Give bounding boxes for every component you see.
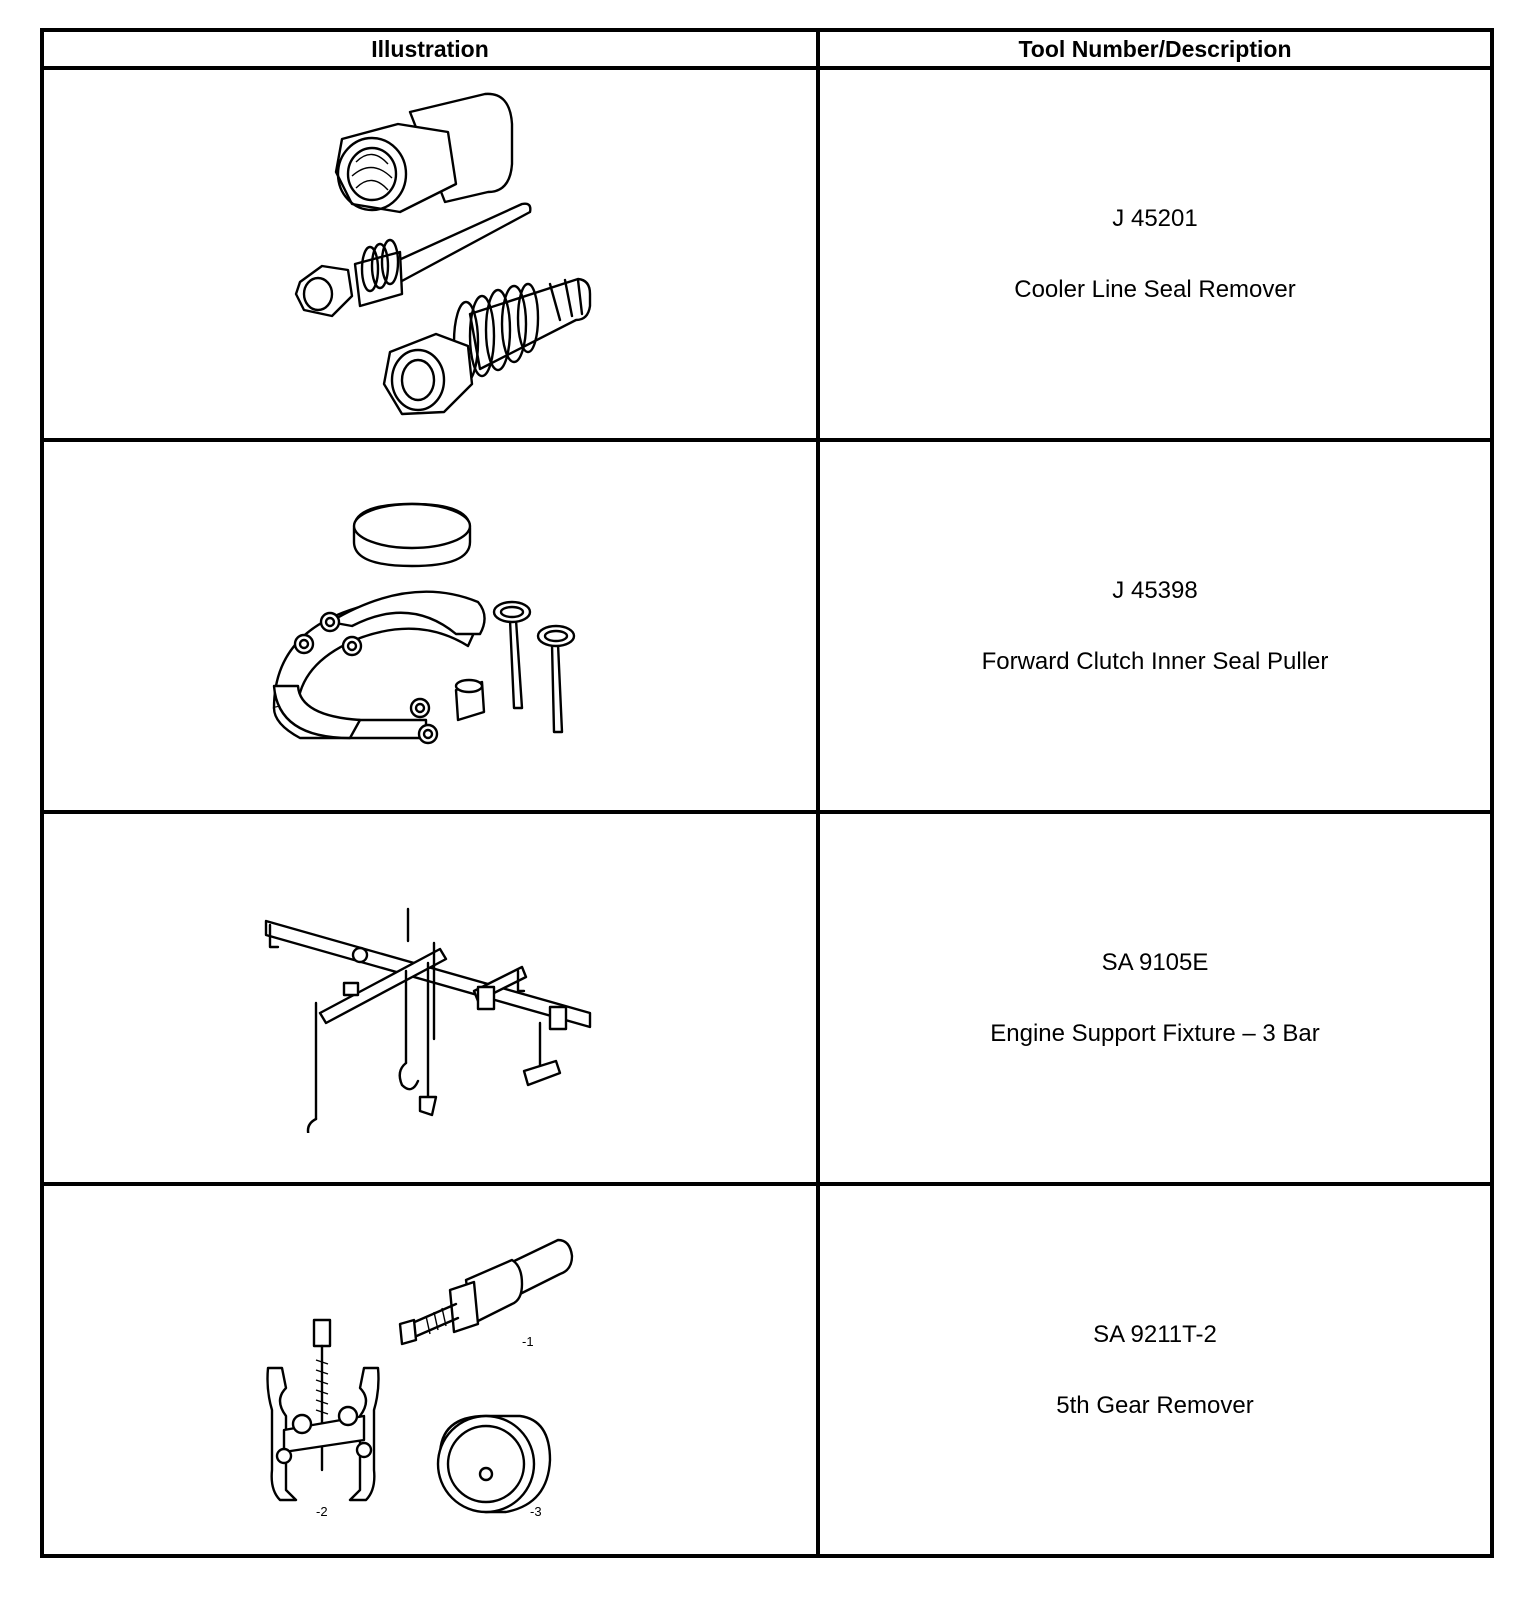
gear-remover-icon bbox=[260, 1220, 600, 1520]
illustration-header: Illustration bbox=[42, 30, 818, 68]
illustration-cell bbox=[42, 440, 818, 812]
clutch-seal-puller-icon bbox=[260, 476, 600, 776]
callout-2: -2 bbox=[316, 1504, 328, 1519]
illustration-cell bbox=[42, 812, 818, 1184]
table-row bbox=[42, 68, 1492, 440]
tool-description-cell bbox=[818, 440, 1492, 812]
tool-description: 5th Gear Remover bbox=[1056, 1391, 1254, 1419]
tool-header: Tool Number/Description bbox=[818, 30, 1492, 68]
callout-3: -3 bbox=[530, 1504, 542, 1519]
table-row bbox=[42, 1184, 1492, 1556]
tool-number: J 45201 bbox=[1112, 204, 1198, 232]
callout-1: -1 bbox=[522, 1334, 534, 1349]
tool-description-cell bbox=[818, 1184, 1492, 1556]
tool-number: SA 9105E bbox=[1101, 948, 1209, 976]
tool-description: Forward Clutch Inner Seal Puller bbox=[981, 647, 1329, 675]
table-row bbox=[42, 440, 1492, 812]
tool-number: J 45398 bbox=[1112, 576, 1198, 604]
tool-description: Cooler Line Seal Remover bbox=[1014, 275, 1296, 303]
illustration-cell bbox=[42, 68, 818, 440]
tool-description: Engine Support Fixture – 3 Bar bbox=[990, 1019, 1320, 1047]
cooler-line-seal-remover-icon bbox=[260, 84, 600, 424]
tool-description-cell bbox=[818, 812, 1492, 1184]
table-row bbox=[42, 812, 1492, 1184]
tools-table bbox=[40, 28, 1494, 1558]
tool-description-cell bbox=[818, 68, 1492, 440]
engine-support-fixture-icon bbox=[260, 863, 600, 1133]
tool-number: SA 9211T-2 bbox=[1093, 1320, 1217, 1348]
header-row bbox=[42, 30, 1492, 68]
illustration-cell bbox=[42, 1184, 818, 1556]
